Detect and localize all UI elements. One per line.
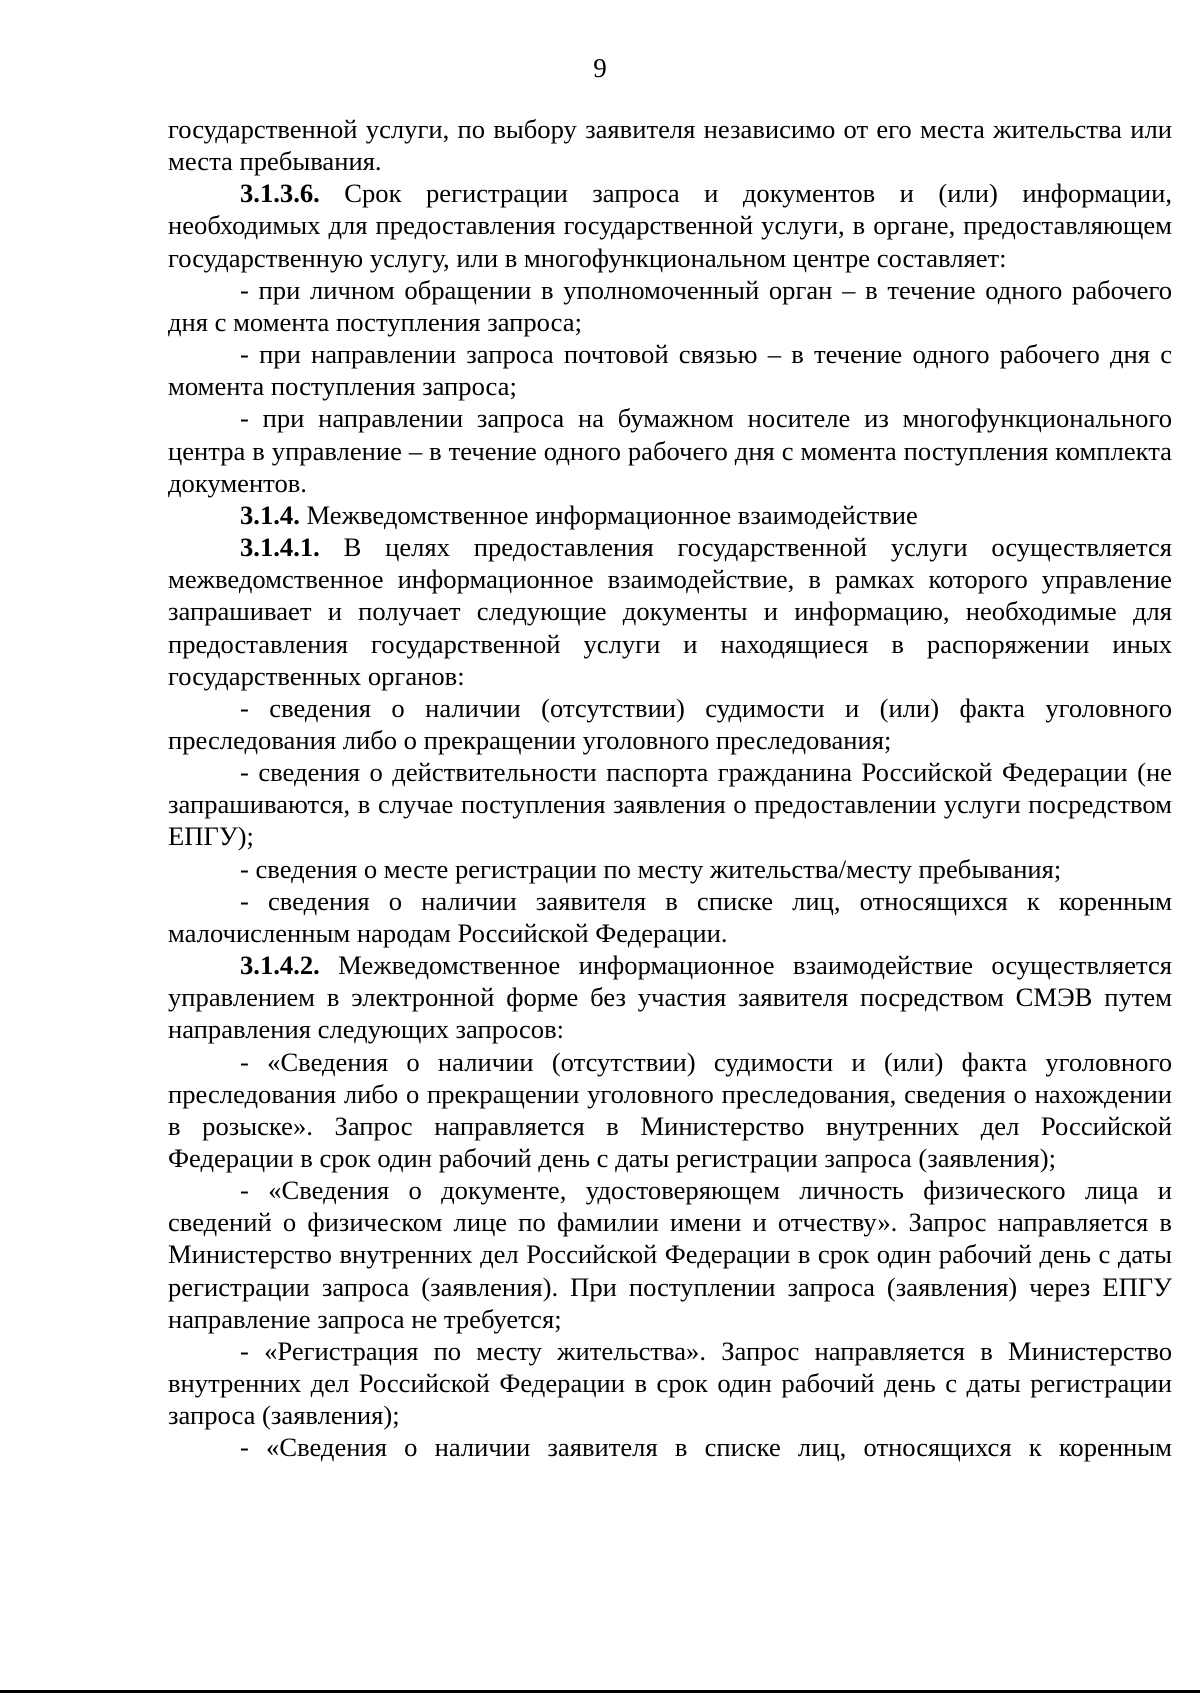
clause-text: Межведомственное информационное взаимодействие осуществляется управлением в электронной форме без участия заявителя посредством СМЭВ путем направления следующих запросов: [168, 950, 1172, 1045]
list-item-text: - «Сведения о документе, удостоверяющем личность физического лица и сведений о физическом лице по фамилии имени и отчеству». Запрос направляется в Министерство внутренних дел Российской Федерации в срок один рабочий день с даты регистрации запроса (заявления). При поступлении запроса (заявления) через ЕПГУ направление запроса не требуется; [168, 1175, 1172, 1334]
list-item-registration-place [168, 853, 1172, 885]
list-item-passport-validity [168, 756, 1172, 852]
clause-3-1-4-2 [168, 949, 1172, 1045]
clause-text: В целях предоставления государственной услуги осуществляется межведомственное информационное взаимодействие, в рамках которого управление запрашивает и получает следующие документы и информацию, необходимые для предоставления государственной услуги и находящиеся в распоряжении иных государственных органов: [168, 532, 1172, 691]
clause-3-1-4-1 [168, 531, 1172, 692]
clause-3-1-4 [168, 499, 1172, 531]
clause-3-1-3-6 [168, 177, 1172, 273]
list-item-text: - при направлении запроса на бумажном носителе из многофункционального центра в управление – в течение одного рабочего дня с момента поступления комплекта документов. [168, 403, 1172, 498]
page-number: 9 [593, 53, 607, 83]
list-item-text: - при личном обращении в уполномоченный орган – в течение одного рабочего дня с момента поступления запроса; [168, 274, 1172, 337]
paragraph-continuation [168, 113, 1172, 177]
list-item-request-registration [168, 1335, 1172, 1431]
list-item-indigenous [168, 885, 1172, 949]
paragraph-text: государственной услуги, по выбору заявителя независимо от его места жительства или места пребывания. [168, 114, 1172, 177]
list-item-text: - «Сведения о наличии заявителя в списке лиц, относящихся к коренным [240, 1432, 1172, 1463]
document-body [168, 113, 1172, 1464]
clause-number: 3.1.4. [240, 499, 300, 530]
list-item-text: - «Регистрация по месту жительства». Запрос направляется в Министерство внутренних дел Российской Федерации в срок один рабочий день с даты регистрации запроса (заявления); [168, 1335, 1172, 1431]
list-item-personal-appeal [168, 274, 1172, 338]
clause-number: 3.1.4.2. [240, 950, 320, 981]
list-item-request-indigenous [168, 1431, 1172, 1463]
list-item-request-criminal [168, 1046, 1172, 1175]
list-item-request-identity [168, 1174, 1172, 1335]
list-item-criminal-record [168, 692, 1172, 756]
clause-text: Межведомственное информационное взаимодействие [299, 499, 918, 530]
list-item-text: - сведения о наличии (отсутствии) судимости и (или) факта уголовного преследования либо о прекращении уголовного преследования; [168, 692, 1172, 755]
list-item-text: - сведения о действительности паспорта гражданина Российской Федерации (не запрашиваются, в случае поступления заявления о предоставлении услуги посредством ЕПГУ); [168, 757, 1172, 852]
clause-number: 3.1.4.1. [240, 532, 320, 563]
list-item-postal [168, 338, 1172, 402]
list-item-paper-mfc [168, 402, 1172, 498]
list-item-text: - «Сведения о наличии (отсутствии) судимости и (или) факта уголовного преследования либо о прекращении уголовного преследования, сведения о нахождении в розыске». Запрос направляется в Министерство внутренних дел Российской Федерации в срок один рабочий день с даты регистрации запроса (заявления); [168, 1046, 1172, 1173]
bottom-scan-edge [0, 1690, 1200, 1693]
list-item-text: - при направлении запроса почтовой связью – в течение одного рабочего дня с момента поступления запроса; [168, 339, 1172, 402]
list-item-text: - сведения о наличии заявителя в списке лиц, относящихся к коренным малочисленным народам Российской Федерации. [168, 885, 1172, 948]
clause-text: Срок регистрации запроса и документов и (или) информации, необходимых для предоставления государственной услуги, в органе, предоставляющем государственную услугу, или в многофункциональном центре составляет: [168, 178, 1172, 273]
clause-number: 3.1.3.6. [240, 178, 320, 209]
list-item-text: - сведения о месте регистрации по месту жительства/месту пребывания; [240, 853, 1062, 884]
